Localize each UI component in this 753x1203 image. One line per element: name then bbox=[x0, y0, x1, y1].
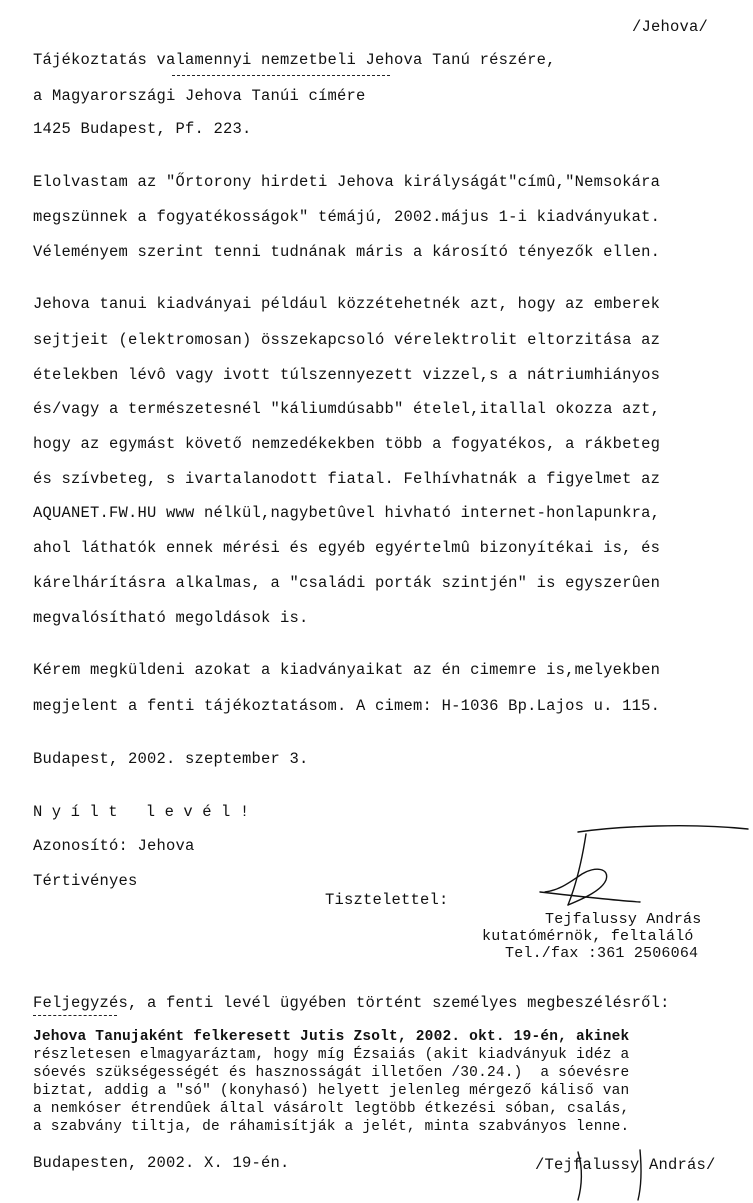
para2-line-5: hogy az egymást követő nemzedékekben több a fogyatékos, a rákbeteg bbox=[33, 435, 661, 453]
reference-tag: /Jehova/ bbox=[632, 18, 709, 36]
para2-line-4: és/vagy a természetesnél "káliumdúsabb" ételel,itallal okozza azt, bbox=[33, 400, 661, 418]
para2-line-1: Jehova tanui kiadványai például közzétehetnék azt, hogy az emberek bbox=[33, 295, 661, 313]
para2-line-3: ételekben lévô vagy ivott túlszennyezett vizzel,s a nátriumhiányos bbox=[33, 366, 661, 384]
regards-line: Tisztelettel: bbox=[325, 891, 449, 909]
memo-signature-text: /Tejfalussy András/ bbox=[535, 1156, 716, 1174]
memo-line-5: a nemkóser étrendûek által vásárolt legtöbb étkezési sóban, csalás, bbox=[33, 1101, 630, 1117]
para3-line-2: megjelent a fenti tájékoztatásom. A cimem: H-1036 Bp.Lajos u. 115. bbox=[33, 697, 661, 715]
para1-line-1: Elolvastam az "Őrtorony hirdeti Jehova királyságát"címû,"Nemsokára bbox=[33, 173, 661, 191]
address-line-2: a Magyarországi Jehova Tanúi címére bbox=[33, 87, 366, 105]
memo-line-2: részletesen elmagyaráztam, hogy míg Ézsaiás (akit kiadványuk idéz a bbox=[33, 1047, 630, 1063]
memo-heading: Feljegyzés, a fenti levél ügyében történt személyes megbeszélésről: bbox=[33, 994, 670, 1012]
address-line-1: Tájékoztatás valamennyi nemzetbeli Jehova Tanú részére, bbox=[33, 51, 556, 69]
para2-line-6: és szívbeteg, s ivartalanodott fiatal. Felhívhatnák a figyelmet az bbox=[33, 470, 661, 488]
signer-phone: Tel./fax :361 2506064 bbox=[505, 945, 699, 962]
para3-line-1: Kérem megküldeni azokat a kiadványaikat az én cimemre is,melyekben bbox=[33, 661, 661, 679]
registered-mail-line: Tértivényes bbox=[33, 872, 138, 890]
para2-line-2: sejtjeit (elektromosan) összekapcsoló vérelektrolit eltorzitása az bbox=[33, 331, 661, 349]
para2-line-7: AQUANET.FW.HU www nélkül,nagybetûvel hivható internet-honlapunkra, bbox=[33, 504, 661, 522]
signer-name: Tejfalussy András bbox=[545, 911, 702, 928]
memo-line-6: a szabvány tiltja, de ráhamisítják a jelét, minta szabványos lenne. bbox=[33, 1119, 630, 1135]
memo-line-3: sóevés szükségességét és hasznosságát illetően /30.24.) a sóevésre bbox=[33, 1065, 630, 1081]
signer-title: kutatómérnök, feltaláló bbox=[482, 928, 694, 945]
memo-line-1: Jehova Tanujaként felkeresett Jutis Zsolt, 2002. okt. 19-én, akinek bbox=[33, 1029, 630, 1045]
open-letter-heading: Nyílt levél! bbox=[33, 803, 259, 821]
identifier-line: Azonosító: Jehova bbox=[33, 837, 195, 855]
para2-line-8: ahol láthatók ennek mérési és egyéb egyértelmû bizonyítékai is, és bbox=[33, 539, 661, 557]
para2-line-10: megvalósítható megoldások is. bbox=[33, 609, 309, 627]
memo-line-4: biztat, addig a "só" (konyhasó) helyett jelenleg mérgező káliső van bbox=[33, 1083, 630, 1099]
para1-line-3: Véleményem szerint tenni tudnának máris a károsító tényezők ellen. bbox=[33, 243, 661, 261]
letter-date: Budapest, 2002. szeptember 3. bbox=[33, 750, 309, 768]
memo-date: Budapesten, 2002. X. 19-én. bbox=[33, 1154, 290, 1172]
para1-line-2: megszünnek a fogyatékosságok" témájú, 2002.május 1-i kiadványukat. bbox=[33, 208, 661, 226]
para2-line-9: kárelhárításra alkalmas, a "családi porták szintjén" is egyszerûen bbox=[33, 574, 661, 592]
address-line-3: 1425 Budapest, Pf. 223. bbox=[33, 120, 252, 138]
